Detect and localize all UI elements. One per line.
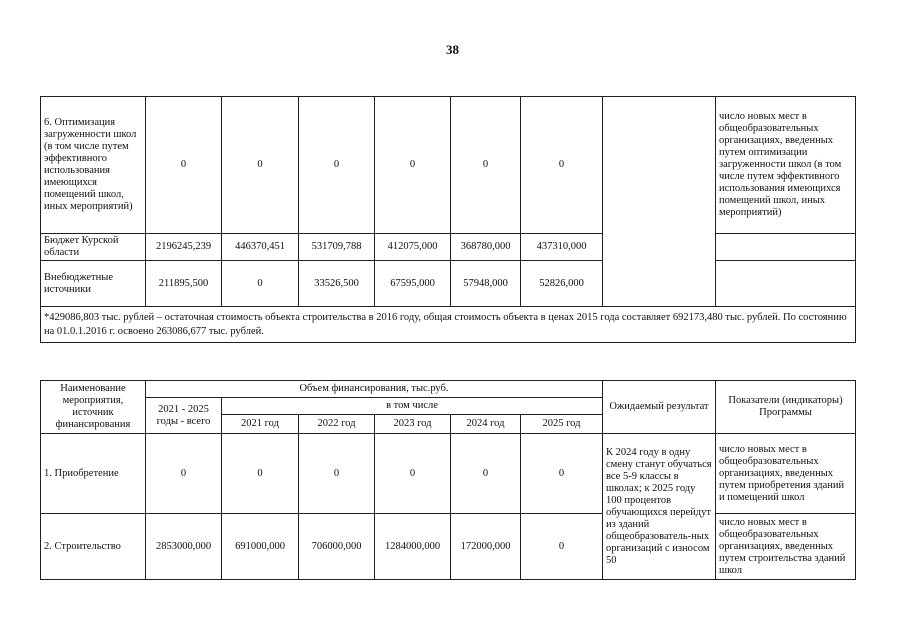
value-cell: 0: [299, 434, 375, 514]
header-volume: Объем финансирования, тыс.руб.: [146, 381, 603, 398]
header-result: Ожидаемый результат: [603, 381, 716, 434]
result-cell: К 2024 году в одну смену станут обучаться все 5-9 классы в школах; к 2025 году 100 процентов обучающихся перейдут из зданий общеобразователь-ных организаций с износом 50: [603, 434, 716, 580]
value-cell: 706000,000: [299, 514, 375, 580]
table-header-row: [41, 381, 856, 398]
header-year: 2024 год: [451, 415, 521, 434]
value-cell: 0: [375, 97, 451, 234]
table-row: [41, 97, 856, 234]
value-cell: 0: [146, 97, 222, 234]
funding-table: [40, 380, 856, 580]
indicator-cell-empty: [716, 261, 856, 307]
value-cell: 531709,788: [299, 234, 375, 261]
value-cell: 0: [146, 434, 222, 514]
header-total: 2021 - 2025 годы - всего: [146, 398, 222, 434]
indicator-cell: число новых мест в общеобразовательных организациях, введенных путем приобретения зданий и помещений школ: [716, 434, 856, 514]
indicator-cell: число новых мест в общеобразовательных организациях, введенных путем строительства зданий школ: [716, 514, 856, 580]
row-name: 1. Приобретение: [41, 434, 146, 514]
funding-table-continued: [40, 96, 856, 343]
row-name: 2. Строительство: [41, 514, 146, 580]
value-cell: 412075,000: [375, 234, 451, 261]
row-name: Бюджет Курской области: [41, 234, 146, 261]
value-cell: 33526,500: [299, 261, 375, 307]
value-cell: 0: [222, 97, 299, 234]
value-cell: 0: [521, 97, 603, 234]
value-cell: 446370,451: [222, 234, 299, 261]
value-cell: 2196245,239: [146, 234, 222, 261]
row-name: Внебюджетные источники: [41, 261, 146, 307]
value-cell: 172000,000: [451, 514, 521, 580]
value-cell: 0: [375, 434, 451, 514]
value-cell: 0: [521, 514, 603, 580]
header-name: Наименование мероприятия, источник финансирования: [41, 381, 146, 434]
value-cell: 57948,000: [451, 261, 521, 307]
indicator-cell-empty: [716, 234, 856, 261]
header-including: в том числе: [222, 398, 603, 415]
header-year: 2025 год: [521, 415, 603, 434]
header-year: 2023 год: [375, 415, 451, 434]
value-cell: 0: [222, 434, 299, 514]
value-cell: 52826,000: [521, 261, 603, 307]
value-cell: 2853000,000: [146, 514, 222, 580]
result-cell-empty: [603, 97, 716, 307]
value-cell: 67595,000: [375, 261, 451, 307]
value-cell: 0: [451, 434, 521, 514]
footnote: *429086,803 тыс. рублей – остаточная стоимость объекта строительства в 2016 году, общая стоимость объекта в ценах 2015 года составляет 692173,480 тыс. рублей. По состоянию на 01.0.1.2016 г. освоено 263086,677 тыс. рублей.: [41, 307, 856, 343]
table-row: [41, 261, 856, 307]
header-year: 2022 год: [299, 415, 375, 434]
value-cell: 691000,000: [222, 514, 299, 580]
value-cell: 0: [299, 97, 375, 234]
value-cell: 0: [222, 261, 299, 307]
value-cell: 437310,000: [521, 234, 603, 261]
value-cell: 0: [451, 97, 521, 234]
value-cell: 1284000,000: [375, 514, 451, 580]
header-indicators: Показатели (индикаторы) Программы: [716, 381, 856, 434]
header-year: 2021 год: [222, 415, 299, 434]
table-row: [41, 514, 856, 580]
row-name: 6. Оптимизация загруженности школ (в том числе путем эффективного использования имеющихся помещений школ, иных мероприятий): [41, 97, 146, 234]
page-number: 38: [446, 42, 459, 57]
table-row: [41, 234, 856, 261]
value-cell: 368780,000: [451, 234, 521, 261]
indicator-cell: число новых мест в общеобразовательных организациях, введенных путем оптимизации загруженности школ (в том числе путем эффективного использования имеющихся помещений школ, иных мероприятий): [716, 97, 856, 234]
value-cell: 0: [521, 434, 603, 514]
value-cell: 211895,500: [146, 261, 222, 307]
table-row: [41, 307, 856, 343]
table-row: [41, 434, 856, 514]
